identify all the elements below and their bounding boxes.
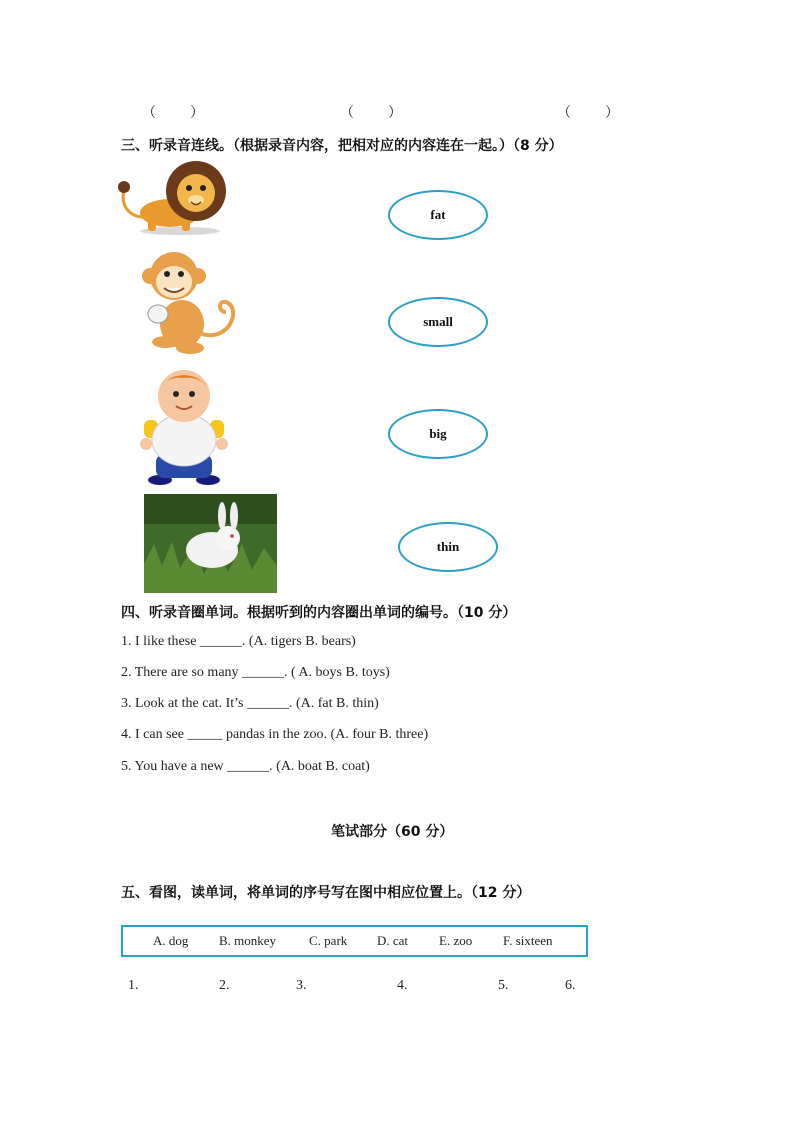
section4-heading: 四、听录音圈单词。根据听到的内容圈出单词的编号。（10 分） bbox=[121, 605, 517, 621]
written-part-title: 笔试部分（60 分） bbox=[331, 824, 454, 840]
option-c: C. park bbox=[309, 933, 348, 948]
fat-boy-image bbox=[140, 368, 228, 486]
option-f: F. sixteen bbox=[503, 933, 553, 948]
monkey-image bbox=[138, 250, 242, 358]
question-4: 4. I can see _____ pandas in the zoo. (A. four B. three) bbox=[121, 727, 429, 742]
picture-number-4: 4. bbox=[397, 978, 408, 993]
word-options-box bbox=[121, 925, 588, 957]
section5-heading: 五、看图，读单词，将单词的序号写在图中相应位置上。（12 分） bbox=[121, 885, 531, 901]
word-oval-fat[interactable]: fat bbox=[388, 190, 488, 240]
rabbit-image bbox=[144, 494, 277, 593]
option-e: E. zoo bbox=[439, 933, 473, 948]
answer-paren-1[interactable]: （ ） bbox=[142, 106, 206, 121]
picture-number-1: 1. bbox=[128, 978, 139, 993]
lion-image bbox=[118, 155, 226, 237]
question-2: 2. There are so many ______. ( A. boys B. toys) bbox=[121, 665, 390, 680]
picture-number-2: 2. bbox=[219, 978, 230, 993]
option-a: A. dog bbox=[153, 933, 189, 948]
word-oval-small[interactable]: small bbox=[388, 297, 488, 347]
answer-paren-2[interactable]: （ ） bbox=[340, 106, 404, 121]
section3-heading: 三、听录音连线。（根据录音内容，把相对应的内容连在一起。）（8 分） bbox=[121, 138, 563, 154]
picture-number-5: 5. bbox=[498, 978, 509, 993]
picture-number-3: 3. bbox=[296, 978, 307, 993]
answer-paren-3[interactable]: （ ） bbox=[557, 106, 621, 121]
word-oval-big[interactable]: big bbox=[388, 409, 488, 459]
option-d: D. cat bbox=[377, 933, 409, 948]
question-1: 1. I like these ______. (A. tigers B. bears) bbox=[121, 634, 356, 649]
picture-number-6: 6. bbox=[565, 978, 576, 993]
word-oval-thin[interactable]: thin bbox=[398, 522, 498, 572]
question-3: 3. Look at the cat. It’s ______. (A. fat B. thin) bbox=[121, 696, 379, 711]
option-b: B. monkey bbox=[219, 933, 277, 948]
question-5: 5. You have a new ______. (A. boat B. coat) bbox=[121, 759, 370, 774]
